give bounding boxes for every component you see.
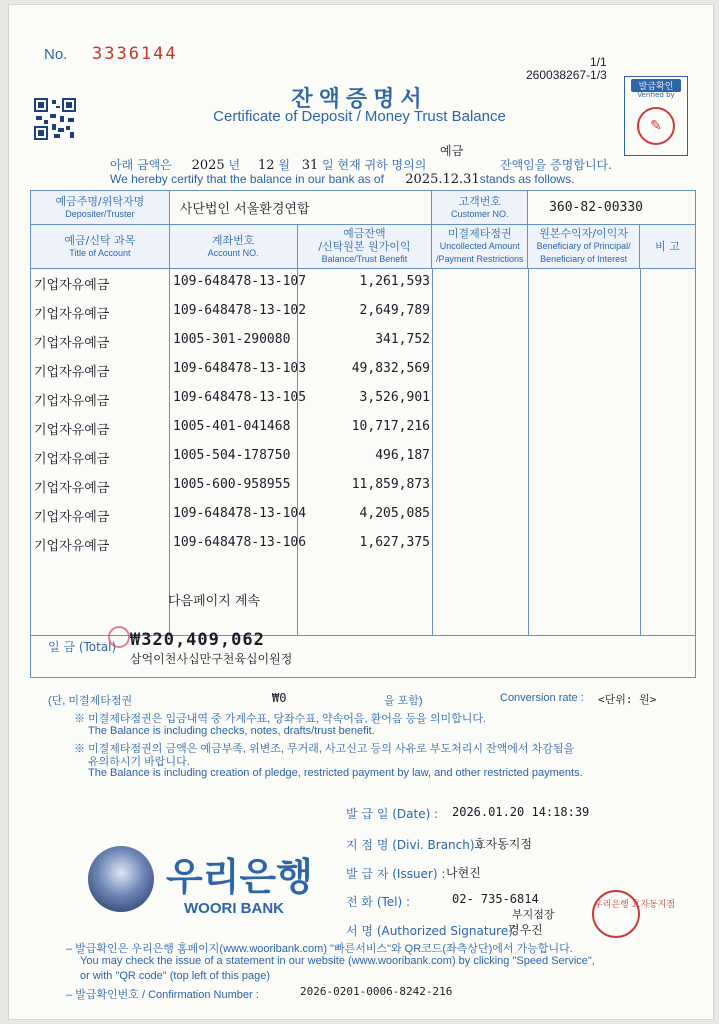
- account-title: 기업자유예금: [34, 423, 110, 438]
- customer-no-value: 360-82-00330: [528, 191, 696, 225]
- table-row: [30, 473, 696, 502]
- account-number: 109-648478-13-106: [173, 535, 307, 550]
- account-title: 기업자유예금: [34, 539, 110, 554]
- certify-ko-mid: 현재 귀하 명의의: [337, 158, 427, 172]
- col-uncollected: [432, 225, 528, 269]
- account-balance: 341,752: [375, 332, 430, 347]
- table-row: [30, 328, 696, 357]
- account-balance: 3,526,901: [359, 390, 430, 405]
- note-2-ko2: 유의하시기 바랍니다.: [88, 756, 190, 768]
- account-balance: 496,187: [375, 448, 430, 463]
- verify-label-en: Verified by: [637, 91, 675, 99]
- title-english: Certificate of Deposit / Money Trust Balance: [213, 108, 506, 125]
- column-header-row: [31, 225, 696, 269]
- issuer-value: 나현진: [446, 866, 481, 880]
- customer-no-label: [432, 191, 528, 225]
- table-row: [30, 270, 696, 299]
- col-3-ko: 미결제타점권: [447, 227, 512, 240]
- verify-label-ko: 발급확인: [631, 79, 681, 92]
- total-amount-words: 삼억이천사십만구천육십이원정: [130, 652, 293, 666]
- title-korean: 잔액증명서: [291, 87, 428, 112]
- confirmation-number: 2026-0201-0006-8242-216: [300, 985, 453, 998]
- table-row: [30, 444, 696, 473]
- signer-name: 경우진: [508, 923, 543, 937]
- account-balance: 1,261,593: [359, 274, 430, 289]
- col-2-en: Balance/Trust Benefit: [321, 254, 408, 264]
- document-id: 260038267-1/3: [526, 68, 607, 82]
- depositor-label: [31, 191, 170, 225]
- note-2-en: The Balance is including creation of pledge, restricted payment by law, and other restricted payments.: [88, 767, 583, 779]
- account-number: 109-648478-13-103: [173, 361, 307, 376]
- col-account-no: [169, 225, 297, 269]
- depositor-label-en: Depositer/Truster: [65, 208, 135, 219]
- col-2-ko: 예금잔액 /신탁원본 원가이익: [318, 227, 411, 253]
- certify-year: 2025: [191, 158, 225, 173]
- customer-no-label-en: Customer NO.: [450, 208, 509, 219]
- certify-ko-post: 잔액임을 증명합니다.: [500, 158, 612, 172]
- total-stamp-icon: [108, 626, 130, 648]
- seal-text: 우리은행 효자동지점: [594, 900, 676, 910]
- account-title: 기업자유예금: [34, 336, 110, 351]
- certify-en-pre: We hereby certify that the balance in our bank as of: [110, 172, 384, 186]
- confirmation-label: – 발급확인번호 / Confirmation Number :: [66, 989, 259, 1001]
- col-0-ko: 예금/신탁 과목: [64, 233, 136, 247]
- serial-number: 3336144: [92, 44, 178, 64]
- deposit-type: 예금: [440, 144, 464, 158]
- woori-bank-logo-icon: [88, 846, 154, 912]
- col-title-of-account: [31, 225, 170, 269]
- account-number: 1005-401-041468: [173, 419, 291, 434]
- depositor-row: [31, 191, 696, 225]
- certify-year-unit: 년: [228, 158, 241, 172]
- account-title: 기업자유예금: [34, 394, 110, 409]
- tel-label: 전 화 (Tel) :: [346, 895, 411, 909]
- depositor-name: 사단법인 서울환경연합: [169, 191, 432, 225]
- col-1-en: Account NO.: [207, 247, 259, 258]
- bank-name-korean: 우리은행: [166, 855, 313, 899]
- certify-day-unit: 일: [322, 158, 334, 172]
- uncollected-suffix: 을 포함): [384, 695, 423, 707]
- total-amount: ₩320,409,062: [130, 630, 265, 650]
- col-0-en: Title of Account: [69, 247, 131, 258]
- account-balance: 2,649,789: [359, 303, 430, 318]
- col-1-ko: 계좌번호: [211, 233, 255, 247]
- account-balance: 49,832,569: [351, 361, 430, 376]
- account-number: 1005-600-958955: [173, 477, 291, 492]
- footer-line-2: You may check the issue of a statement in our website (www.wooribank.com) by clicking "Speed Service",: [80, 955, 595, 967]
- account-title: 기업자유예금: [34, 307, 110, 322]
- uncollected-label: (단, 미결제타점권: [48, 695, 133, 707]
- bank-seal-icon: [592, 890, 676, 938]
- certify-day: 31: [301, 158, 319, 173]
- account-number: 1005-504-178750: [173, 448, 291, 463]
- col-balance: [297, 225, 432, 269]
- note-1-en: The Balance is including checks, notes, drafts/trust benefit.: [88, 725, 375, 737]
- account-balance: 11,859,873: [351, 477, 430, 492]
- certify-en-post: stands as follows.: [479, 172, 575, 186]
- uncollected-value: ₩0: [272, 691, 287, 705]
- account-balance: 1,627,375: [359, 535, 430, 550]
- certify-ko-pre: 아래 금액은: [110, 158, 172, 172]
- certify-month-unit: 월: [278, 158, 290, 172]
- page-number: 1/1: [590, 55, 607, 69]
- col-4-en: Beneficiary of Principal/ Beneficiary of Interest: [536, 241, 631, 264]
- table-row: [30, 502, 696, 531]
- signature-label: 서 명 (Authorized Signature): [346, 924, 513, 938]
- account-balance: 10,717,216: [351, 419, 430, 434]
- footer-line-1: – 발급확인은 우리은행 홈페이지(www.wooribank.com) "빠른서비스"와 QR코드(좌측상단)에서 가능합니다.: [66, 943, 573, 955]
- account-title: 기업자유예금: [34, 481, 110, 496]
- issue-date-label: 발 급 일 (Date) :: [346, 807, 439, 821]
- issuer-label: 발 급 자 (Issuer) :: [346, 867, 446, 881]
- serial-label: No.: [44, 46, 68, 63]
- account-number: 109-648478-13-104: [173, 506, 307, 521]
- account-balance: 4,205,085: [359, 506, 430, 521]
- table-row: [30, 531, 696, 560]
- account-number: 1005-301-290080: [173, 332, 291, 347]
- footer-line-3: or with "QR code" (top left of this page): [80, 970, 271, 982]
- col-3-en: Uncollected Amount /Payment Restrictions: [435, 241, 524, 264]
- account-title: 기업자유예금: [34, 278, 110, 293]
- customer-no-label-ko: 고객번호: [458, 194, 501, 208]
- note-2-ko: ※ 미결제타점권의 금액은 예금부족, 위변조, 무거래, 사고신고 등의 사유로 부도처리시 잔액에서 차감됨을: [74, 743, 575, 755]
- branch-label: 지 점 명 (Divi. Branch) :: [346, 838, 483, 852]
- table-row: [30, 415, 696, 444]
- col-4-ko: 원본수익자/이익자: [539, 227, 628, 240]
- col-5-ko: 비 고: [655, 240, 680, 253]
- account-number: 109-648478-13-107: [173, 274, 307, 289]
- depositor-label-ko: 예금주명/위탁자명: [55, 194, 145, 208]
- tel-value: 02- 735-6814: [452, 892, 539, 906]
- account-title: 기업자유예금: [34, 452, 110, 467]
- table-row: [30, 299, 696, 328]
- conversion-rate-value: <단위: 원>: [598, 693, 657, 706]
- branch-value: 효자동지점: [474, 837, 532, 851]
- certify-line-ko: [110, 156, 426, 173]
- balance-table: [30, 190, 696, 269]
- bank-name-english: WOORI BANK: [184, 900, 284, 917]
- verification-stamp-icon: ✎: [637, 107, 675, 145]
- col-remarks: [640, 225, 696, 269]
- note-1-ko: ※ 미결제타점권은 입금내역 중 가계수표, 당좌수표, 약속어음, 환어음 등을 의미합니다.: [74, 713, 487, 725]
- certify-en-date: 2025.12.31: [405, 172, 480, 187]
- account-title: 기업자유예금: [34, 510, 110, 525]
- signer-title: 부지점장: [512, 908, 555, 921]
- table-row: [30, 386, 696, 415]
- account-number: 109-648478-13-102: [173, 303, 307, 318]
- account-number: 109-648478-13-105: [173, 390, 307, 405]
- col-beneficiary: [528, 225, 640, 269]
- table-row: [30, 357, 696, 386]
- account-title: 기업자유예금: [34, 365, 110, 380]
- issue-date-value: 2026.01.20 14:18:39: [452, 805, 590, 819]
- total-label: 일 금 (Total): [48, 640, 117, 654]
- certify-line-en: [110, 172, 574, 187]
- continued-note: 다음페이지 계속: [168, 594, 261, 609]
- conversion-rate-label: Conversion rate :: [500, 692, 584, 704]
- certify-month: 12: [257, 158, 275, 173]
